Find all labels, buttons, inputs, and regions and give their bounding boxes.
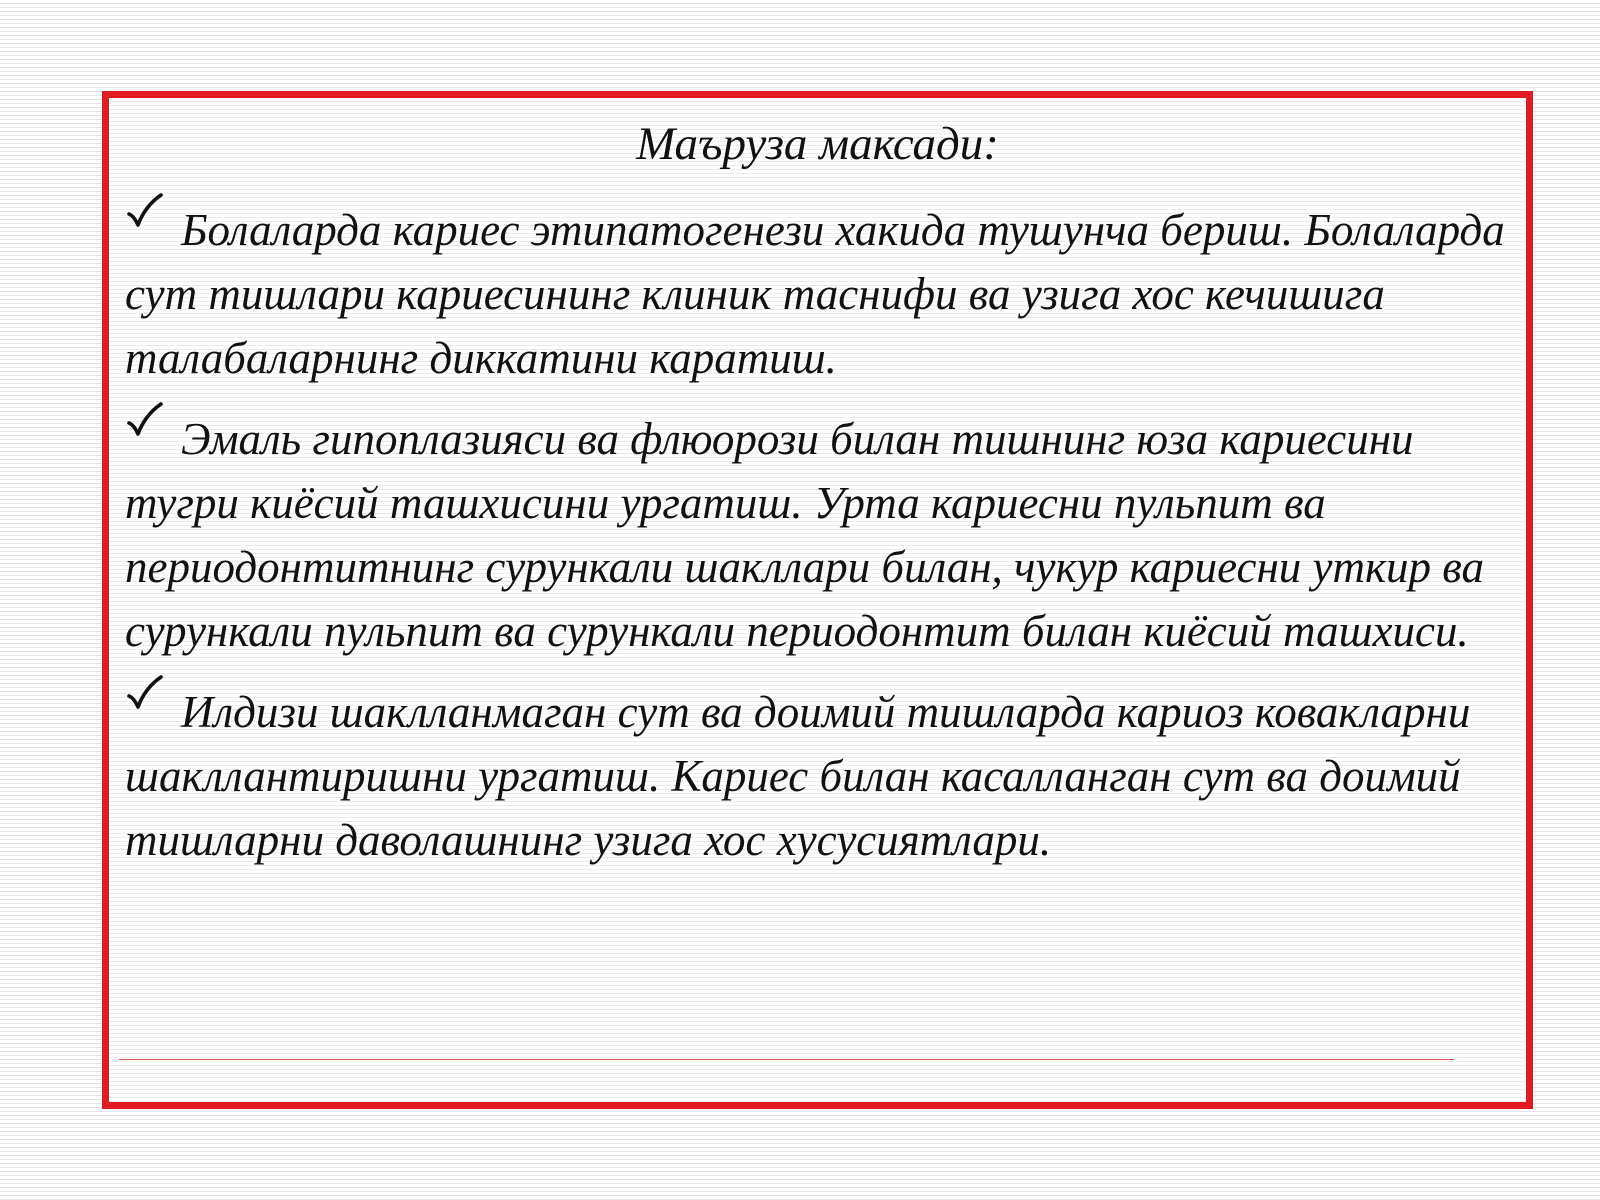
objective-item [125,680,1514,872]
footer-rule [119,1059,1454,1060]
objectives-list [125,198,1514,889]
objective-item [125,407,1514,663]
check-icon [125,401,165,441]
objective-text: Эмаль гипоплазияси ва флюорози билан тишнинг юза кариесини тугри киёсий ташхисини ургатиш. Урта кариесни пульпит ва периодонтитнинг сурункали шакллари билан, чукур кариесни уткир ва сурункали пульпит ва сурункали периодонтит билан киёсий ташхиси. [125,414,1485,656]
objective-text: Илдизи шаклланмаган сут ва доимий тишларда кариоз ковакларни шакллантиришни ургатиш. Кариес билан касалланган сут ва доимий тишларни даволашнинг узига хос хусусиятлари. [125,687,1471,865]
objective-text: Болаларда кариес этипатогенези хакида тушунча бериш. Болаларда сут тишлари кариесининг клиник таснифи ва узига хос кечишига талабаларнинг диккатини каратиш. [125,205,1505,383]
objective-item [125,198,1514,390]
slide-title: Маъруза максади: [636,118,999,170]
check-icon [125,192,165,232]
check-icon [125,674,165,714]
slide-frame [102,91,1533,1109]
